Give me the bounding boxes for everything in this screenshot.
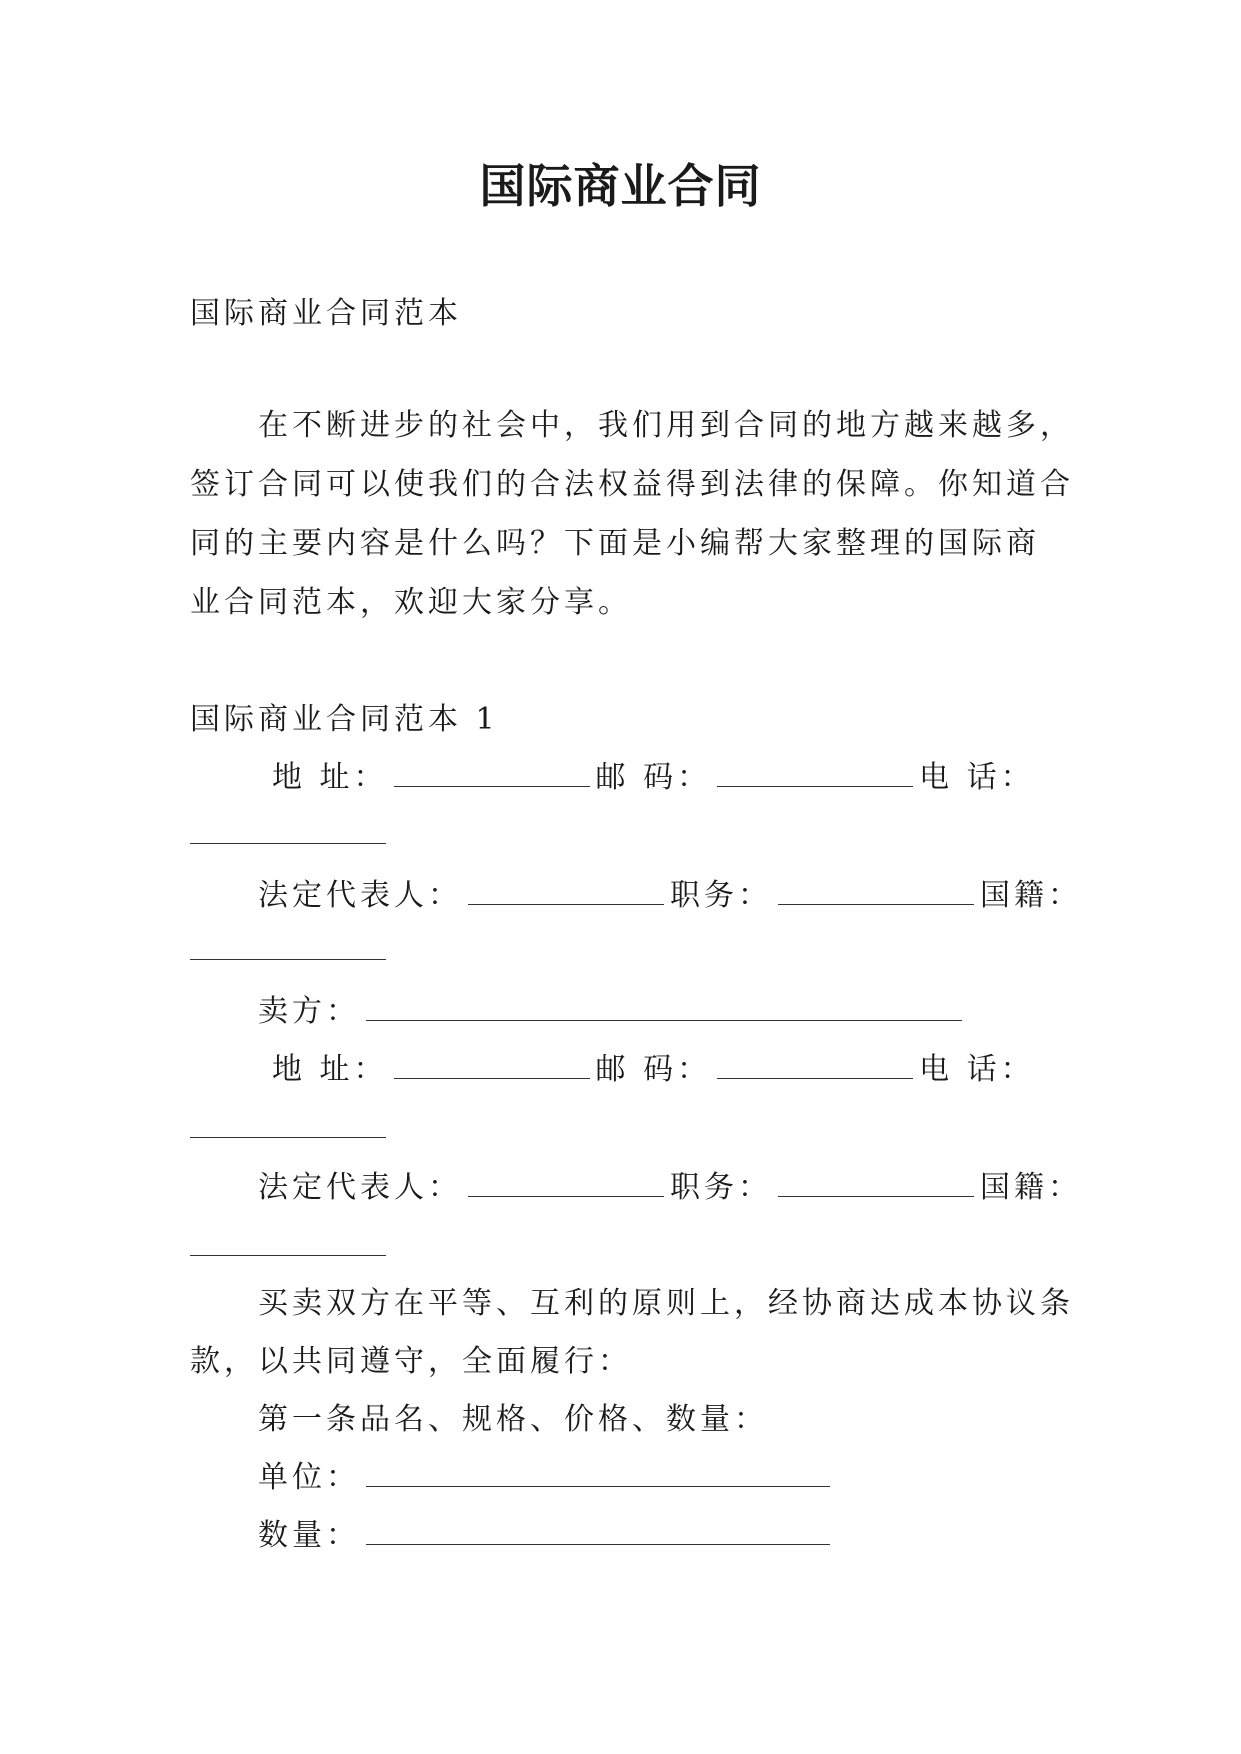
phone-label-2: 电 话：: [919, 1052, 1035, 1087]
zip-blank-2[interactable]: [717, 1054, 913, 1079]
legal-row-2: [258, 1168, 1082, 1208]
zip-label-2: 邮 码：: [595, 1052, 712, 1087]
address-label: 地 址：: [272, 760, 388, 795]
phone-blank-1[interactable]: [190, 842, 386, 844]
document-title: 国际商业合同: [479, 159, 762, 213]
seller-label: 卖方：: [258, 994, 360, 1029]
legal-rep-blank-2[interactable]: [468, 1172, 664, 1197]
nationality-blank-1[interactable]: [190, 958, 386, 960]
intro-line-4: 业合同范本，欢迎大家分享。: [190, 585, 632, 620]
intro-line-2: 签订合同可以使我们的合法权益得到法律的保障。你知道合: [190, 467, 1074, 502]
quantity-row: [258, 1516, 836, 1556]
position-label: 职务：: [670, 878, 772, 913]
position-blank[interactable]: [778, 880, 974, 905]
phone-blank-2[interactable]: [190, 1136, 386, 1138]
seller-row: [258, 992, 968, 1032]
legal-rep-blank[interactable]: [468, 880, 664, 905]
section-title: 国际商业合同范本 1: [190, 702, 499, 737]
legal-rep-label: 法定代表人：: [258, 878, 462, 913]
address-row-2: [272, 1050, 1035, 1090]
seller-blank[interactable]: [366, 996, 962, 1021]
legal-row-1: [258, 876, 1082, 916]
nationality-blank-2[interactable]: [190, 1254, 386, 1256]
intro-line-1: 在不断进步的社会中，我们用到合同的地方越来越多，: [258, 408, 1074, 443]
unit-row: [258, 1458, 836, 1498]
address-blank-2[interactable]: [394, 1054, 590, 1079]
address-row-1: [272, 758, 1035, 798]
intro-line-3: 同的主要内容是什么吗？下面是小编帮大家整理的国际商: [190, 526, 1040, 561]
address-label-2: 地 址：: [272, 1052, 388, 1087]
legal-rep-label-2: 法定代表人：: [258, 1170, 462, 1205]
phone-label: 电 话：: [919, 760, 1035, 795]
article-1: 第一条品名、规格、价格、数量：: [258, 1402, 768, 1437]
quantity-label: 数量：: [258, 1518, 360, 1553]
unit-label: 单位：: [258, 1460, 360, 1495]
position-label-2: 职务：: [670, 1170, 772, 1205]
subtitle: 国际商业合同范本: [190, 296, 462, 331]
nationality-label: 国籍：: [980, 878, 1082, 913]
agreement-line-1: 买卖双方在平等、互利的原则上，经协商达成本协议条: [258, 1286, 1074, 1321]
address-blank[interactable]: [394, 762, 590, 787]
agreement-line-2: 款，以共同遵守，全面履行：: [190, 1344, 632, 1379]
quantity-blank[interactable]: [366, 1520, 830, 1545]
zip-blank[interactable]: [717, 762, 913, 787]
zip-label: 邮 码：: [595, 760, 712, 795]
unit-blank[interactable]: [366, 1462, 830, 1487]
nationality-label-2: 国籍：: [980, 1170, 1082, 1205]
position-blank-2[interactable]: [778, 1172, 974, 1197]
